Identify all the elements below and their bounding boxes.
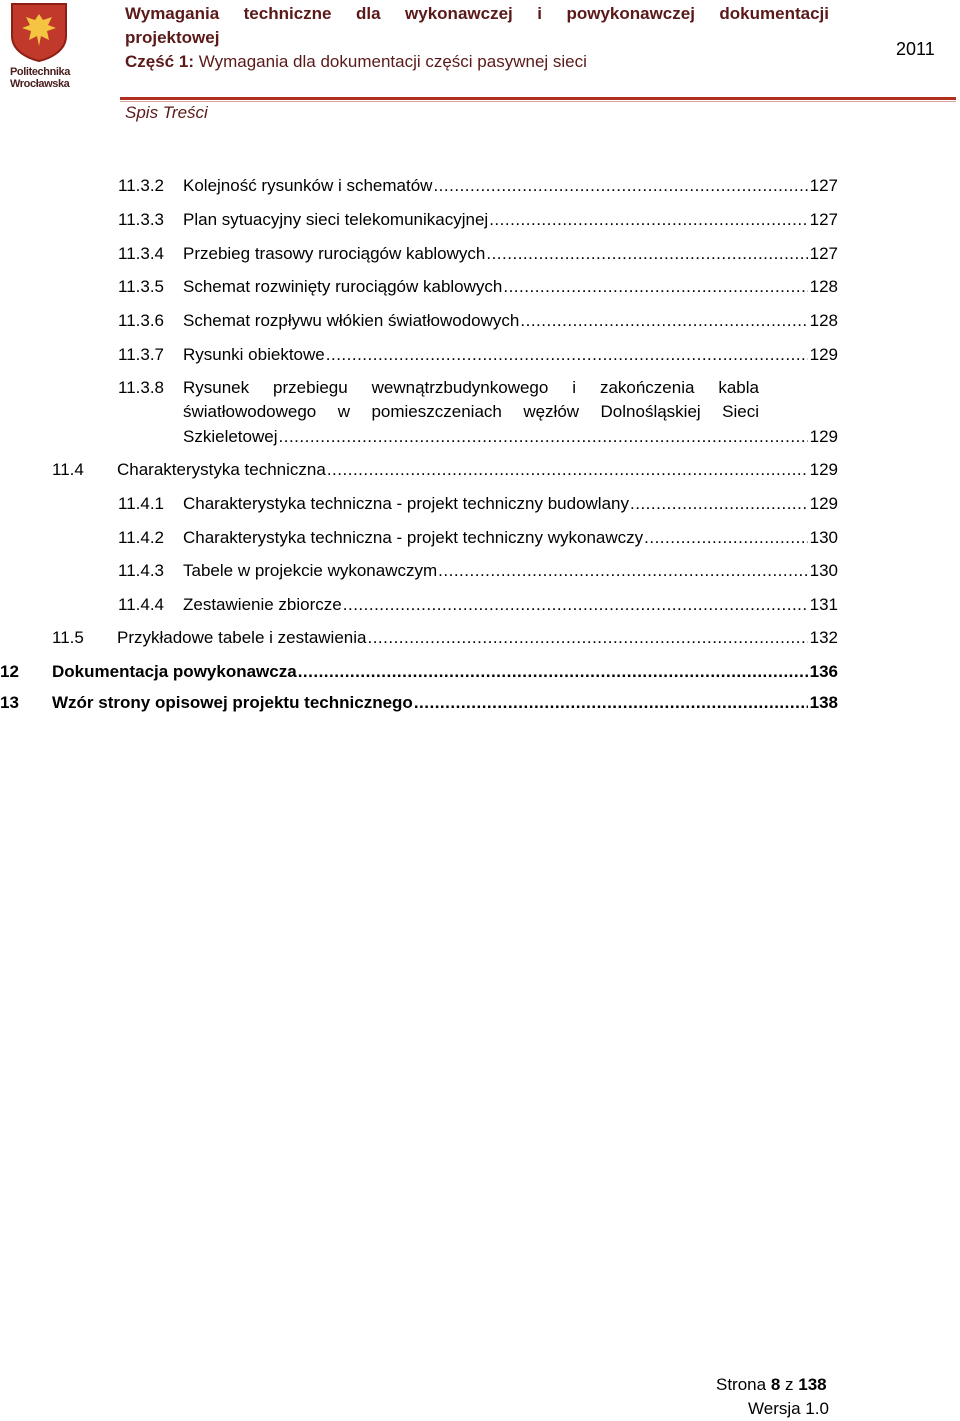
page-total: 138 — [798, 1375, 827, 1394]
toc-entry-number: 11.5 — [52, 628, 84, 647]
toc-entry-number: 12 — [0, 662, 19, 681]
toc-leader — [279, 425, 808, 449]
toc-entry-title: Zestawienie zbiorcze — [183, 595, 342, 614]
page-separator: z — [785, 1375, 794, 1394]
toc-leader — [367, 626, 807, 650]
eagle-shield-icon — [10, 2, 68, 62]
toc-leader — [298, 660, 808, 684]
toc-entry-title: Rysunki obiektowe — [183, 345, 325, 364]
logo-wordmark — [10, 66, 74, 90]
toc-entry-page: 130 — [809, 528, 838, 547]
toc-entry-title: Kolejność rysunków i schematów — [183, 176, 433, 195]
page-number — [716, 1373, 827, 1397]
toc-entry-chapter[interactable] — [0, 691, 838, 715]
toc-entry[interactable] — [52, 458, 838, 482]
toc-entry-number: 11.3.3 — [118, 210, 165, 229]
page-current: 8 — [770, 1375, 781, 1394]
toc-entry-page: 128 — [809, 311, 838, 330]
logo-text-line1: Politechnika — [10, 66, 70, 78]
toc-entry-lastline — [183, 425, 838, 449]
toc-entry-page: 127 — [809, 210, 838, 229]
toc-entry-page: 136 — [809, 662, 838, 681]
toc-entry-title-line1: Rysunek przebiegu wewnątrzbudynkowego i zakończenia kabla — [183, 378, 759, 397]
toc-entry-number: 11.3.4 — [118, 244, 165, 263]
toc-leader — [414, 691, 808, 715]
toc-entry-number: 13 — [0, 693, 19, 712]
toc-entry-title: Przebieg trasowy rurociągów kablowych — [183, 244, 486, 263]
toc-entry-title: Schemat rozpływu włókien światłowodowych — [183, 311, 520, 330]
toc-heading: Spis Treści — [125, 103, 208, 122]
toc-entry-title: Charakterystyka techniczna - projekt techniczny wykonawczy — [183, 528, 644, 547]
toc-entry-page: 130 — [809, 561, 838, 580]
document-version: Wersja 1.0 — [748, 1399, 829, 1418]
toc-entry-number: 11.4.1 — [118, 494, 165, 513]
toc-entry-title: Charakterystyka techniczna — [117, 460, 326, 479]
toc-entry-title: Przykładowe tabele i zestawienia — [117, 628, 367, 647]
toc-entry[interactable] — [118, 174, 838, 198]
toc-leader — [644, 526, 807, 550]
document-part — [125, 50, 587, 74]
part-text: Wymagania dla dokumentacji części pasywnej sieci — [198, 52, 587, 71]
toc-entry[interactable] — [118, 309, 838, 333]
toc-entry[interactable] — [118, 559, 838, 583]
toc-leader — [503, 275, 807, 299]
page-prefix: Strona — [716, 1375, 767, 1394]
toc-leader — [438, 559, 807, 583]
logo-text-line2: Wrocławska — [10, 78, 70, 90]
toc-entry-number: 11.4.3 — [118, 561, 165, 580]
toc-entry-title: Wzór strony opisowej projektu technicznego — [52, 693, 413, 712]
toc-entry-title-line2: światłowodowego w pomieszczeniach węzłów Dolnośląskiej Sieci — [183, 402, 759, 421]
toc-entry-number: 11.4.2 — [118, 528, 165, 547]
toc-entry-number: 11.4 — [52, 460, 84, 479]
header-divider — [120, 97, 956, 100]
toc-entry-page: 128 — [809, 277, 838, 296]
toc-entry-page: 129 — [809, 460, 838, 479]
toc-entry-chapter[interactable] — [0, 660, 838, 684]
toc-entry-page: 129 — [809, 427, 838, 446]
toc-entry-page: 127 — [809, 244, 838, 263]
part-label: Część 1: — [125, 52, 194, 71]
toc-entry-number: 11.3.8 — [118, 378, 165, 397]
toc-entry-number: 11.3.7 — [118, 345, 165, 364]
toc-entry-page: 132 — [809, 628, 838, 647]
document-year: 2011 — [896, 39, 935, 59]
toc-leader — [520, 309, 807, 333]
toc-entry-title-line3: Szkieletowej — [183, 427, 278, 446]
toc-leader — [343, 593, 808, 617]
university-logo — [8, 2, 72, 90]
toc-entry[interactable] — [118, 492, 838, 516]
toc-entry-title: Dokumentacja powykonawcza — [52, 662, 297, 681]
toc-leader — [326, 343, 808, 367]
toc-entry-title: Schemat rozwinięty rurociągów kablowych — [183, 277, 503, 296]
toc-entry-page: 138 — [809, 693, 838, 712]
toc-entry-page: 129 — [809, 345, 838, 364]
toc-leader — [489, 208, 807, 232]
toc-entry-page: 129 — [809, 494, 838, 513]
toc-entry[interactable] — [118, 526, 838, 550]
toc-entry[interactable] — [118, 242, 838, 266]
toc-entry-number-wrap — [118, 376, 164, 400]
toc-entry-title: Tabele w projekcie wykonawczym — [183, 561, 438, 580]
document-title: Wymagania techniczne dla wykonawczej i powykonawczej dokumentacji — [125, 4, 829, 23]
toc-leader — [327, 458, 808, 482]
toc-entry[interactable] — [118, 208, 838, 232]
toc-entry[interactable] — [118, 593, 838, 617]
toc-entry-title: Plan sytuacyjny sieci telekomunikacyjnej — [183, 210, 489, 229]
toc-entry-title: Charakterystyka techniczna - projekt techniczny budowlany — [183, 494, 629, 513]
toc-entry-number: 11.3.6 — [118, 311, 165, 330]
toc-entry-number: 11.3.2 — [118, 176, 165, 195]
toc-entry-page: 131 — [809, 595, 838, 614]
toc-entry[interactable] — [118, 343, 838, 367]
toc-entry-number: 11.4.4 — [118, 595, 165, 614]
toc-leader — [630, 492, 808, 516]
toc-entry-number: 11.3.5 — [118, 277, 165, 296]
toc-entry[interactable] — [118, 275, 838, 299]
header-divider-shadow — [120, 101, 956, 102]
toc-entry-page: 127 — [809, 176, 838, 195]
toc-entry[interactable] — [52, 626, 838, 650]
toc-leader — [486, 242, 807, 266]
document-title-cont: projektowej — [125, 28, 220, 47]
toc-leader — [433, 174, 807, 198]
